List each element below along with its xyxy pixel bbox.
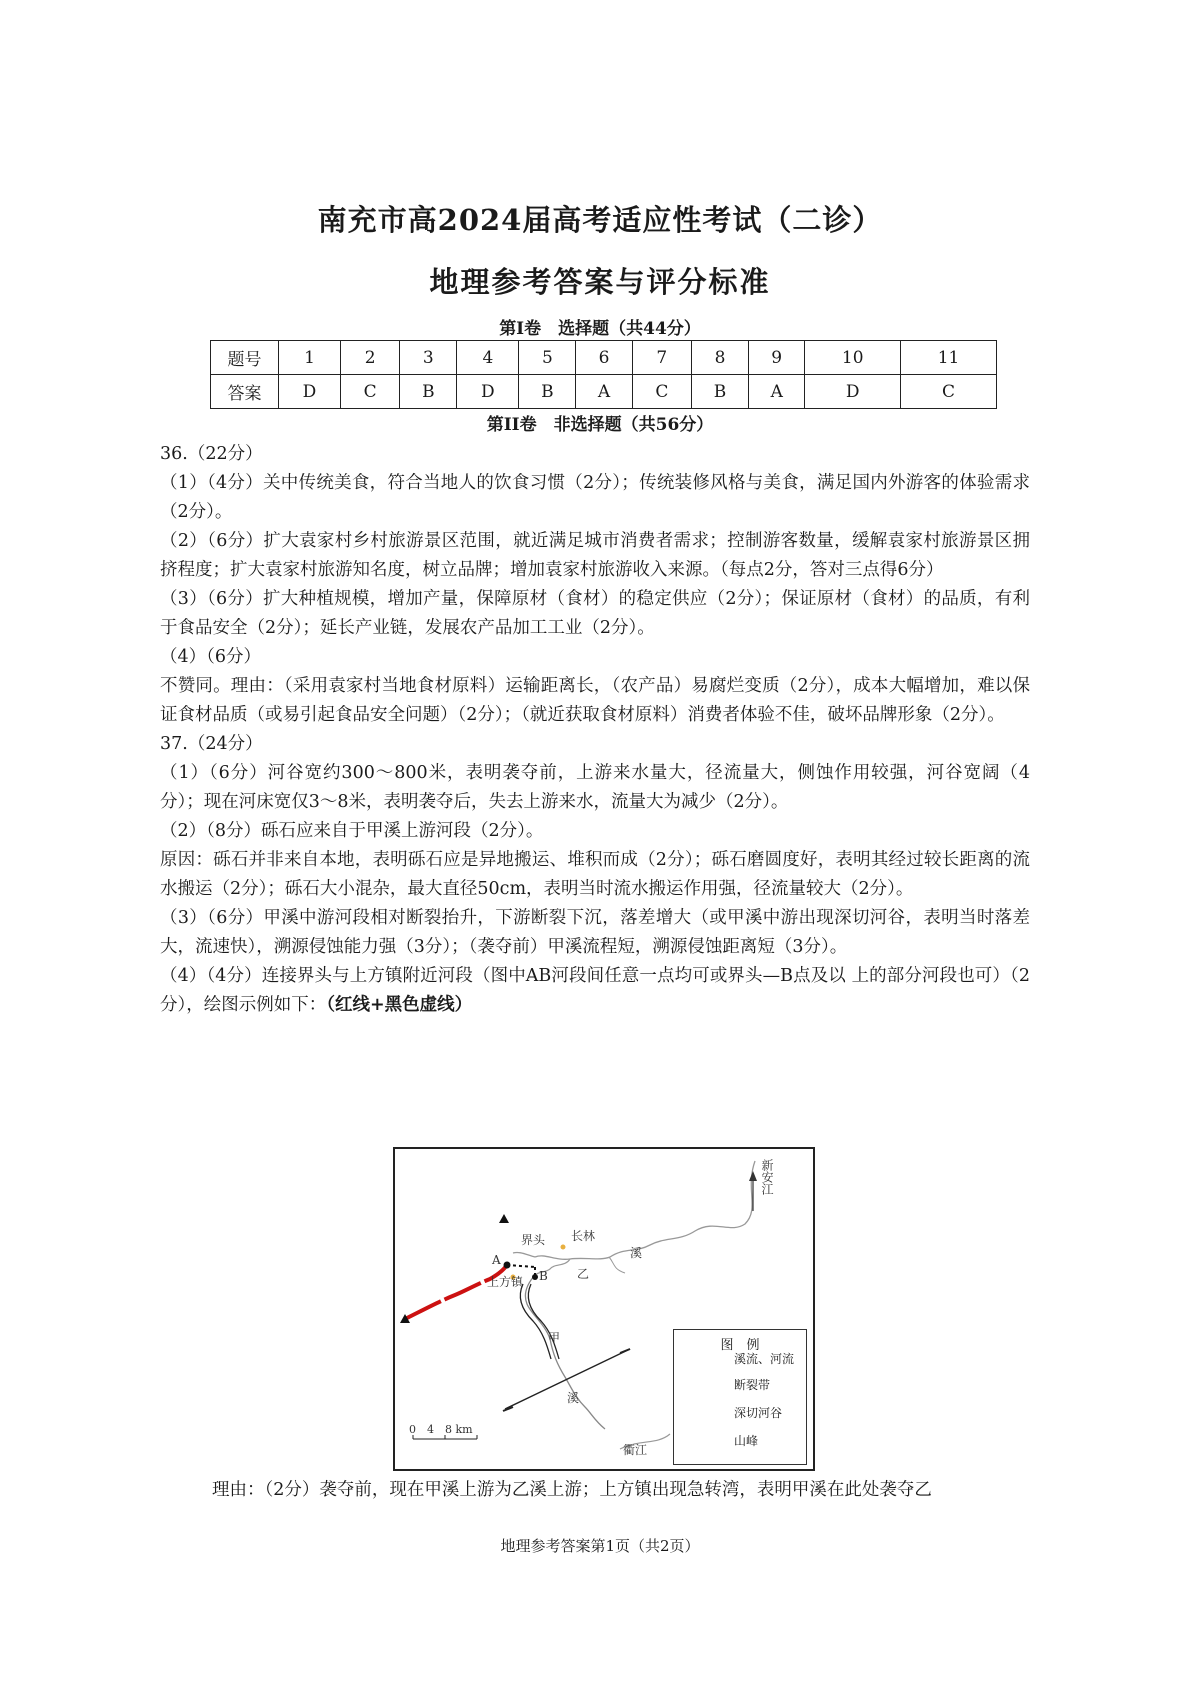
table-row-label: 答案 [211,375,279,409]
table-row-label: 题号 [211,341,279,375]
table-cell: 2 [340,341,399,375]
table-cell: 1 [279,341,341,375]
q36-answer-4: （4）（6分） [160,647,262,667]
table-cell: C [340,375,399,409]
answer-table [210,340,997,409]
q37-answer-4 [160,962,1030,1020]
q37-answer-4-text: （4）（4分）连接界头与上方镇附近河段（图中AB河段间任意一点均可或界头—B点及以 上的部分河段也可）（2分），绘图示例如下： [160,966,1030,1015]
legend-valley: 深切河谷 [734,1406,783,1420]
table-cell: A [576,375,632,409]
table-cell: 9 [749,341,805,375]
table-cell: B [691,375,748,409]
label-qujiang: 衢江 [623,1443,648,1457]
table-cell: B [400,375,457,409]
table-cell: D [805,375,901,409]
label-xi-1: 溪 [630,1246,643,1260]
table-cell: A [749,375,805,409]
table-cell: D [279,375,341,409]
table-cell: B [519,375,576,409]
part2-heading: 第II卷 非选择题（共56分） [486,415,714,435]
q37-answer-4-reason: 理由：（2分）袭夺前，现在甲溪上游为乙溪上游；上方镇出现急转湾，表明甲溪在此处袭夺乙 [212,1480,932,1500]
q37-answer-2: （2）（8分）砾石应来自于甲溪上游河段（2分）。 [160,821,544,841]
label-yi: 乙 [577,1267,590,1281]
label-shangfang: 上方镇 [487,1275,524,1289]
scale-label: 0 4 8 km [409,1423,473,1436]
label-xi-2: 溪 [567,1391,580,1405]
label-changlin: 长林 [571,1229,596,1243]
q37-answer-2-reason: 原因：砾石并非来自本地，表明砾石应是异地搬运、堆积而成（2分）；砾石磨圆度好，表明其经过较长距离的流水搬运（2分）；砾石大小混杂，最大直径50cm，表明当时流水搬运作用强，径流量较大（2分）。 [160,850,1030,899]
map-legend [673,1329,807,1465]
q37-answer-4-note: （红线+黑色虚线） [326,995,473,1015]
table-cell: 11 [901,341,997,375]
table-cell: 4 [457,341,519,375]
table-cell: 10 [805,341,901,375]
xinanjiang-river [535,1161,755,1259]
q37-answer-3: （3）（6分）甲溪中游河段相对断裂抬升，下游断裂下沉，落差增大（或甲溪中游出现深切河谷，表明当时落差大，流速快），溯源侵蚀能力强（3分）；（袭夺前）甲溪流程短，溯源侵蚀距离短（3分）。 [160,908,1030,957]
document-subtitle: 地理参考答案与评分标准 [429,265,771,299]
table-cell: C [901,375,997,409]
label-a: A [492,1253,501,1267]
table-row-numbers [211,341,997,375]
q37-heading: 37.（24分） [160,734,263,754]
legend-fault: 断裂带 [734,1378,771,1392]
q36-answer-2: （2）（6分）扩大袁家村乡村旅游景区范围，就近满足城市消费者需求；控制游客数量，缓解袁家村旅游景区拥挤程度；扩大袁家村旅游知名度，树立品牌；增加袁家村旅游收入来源。（每点2分，答对三点得6分） [160,531,1030,580]
label-jietou: 界头 [521,1233,546,1247]
label-jia: 甲 [548,1331,561,1345]
label-xinanjiang: 新安江 [760,1159,774,1195]
q36-answer-1: （1）（4分）关中传统美食，符合当地人的饮食习惯（2分）；传统装修风格与美食，满足国内外游客的体验需求（2分）。 [160,473,1030,522]
table-cell: 6 [576,341,632,375]
table-cell: 5 [519,341,576,375]
legend-river: 溪流、河流 [734,1352,795,1366]
river-capture-map [393,1147,815,1471]
legend-title: 图 例 [720,1338,760,1353]
table-cell: D [457,375,519,409]
peak-icon [499,1214,509,1223]
document-title: 南充市高2024届高考适应性考试（二诊） [317,203,883,237]
table-cell: C [632,375,691,409]
table-cell: 7 [632,341,691,375]
table-cell: 3 [400,341,457,375]
q36-answer-3: （3）（6分）扩大种植规模，增加产量，保障原材（食材）的稳定供应（2分）；保证原材（食材）的品质，有利于食品安全（2分）；延长产业链，发展农产品加工工业（2分）。 [160,589,1030,638]
table-cell: 8 [691,341,748,375]
legend-peak: 山峰 [734,1434,759,1448]
table-row-answers [211,375,997,409]
jia-creek [525,1275,605,1429]
part1-heading: 第I卷 选择题（共44分） [499,319,701,339]
label-b: B [539,1269,548,1283]
q37-answer-1: （1）（6分）河谷宽约300～800米，表明袭夺前，上游来水量大，径流量大，侧蚀作用较强，河谷宽阔（4分）；现在河床宽仅3～8米，表明袭夺后，失去上游来水，流量大为减少（2分）。 [160,763,1030,812]
page-footer: 地理参考答案第1页（共2页） [500,1537,700,1555]
q36-heading: 36.（22分） [160,444,263,464]
q36-answer-4-text: 不赞同。理由：（采用袁家村当地食材原料）运输距离长，（农产品）易腐烂变质（2分），成本大幅增加，难以保证食材品质（或易引起食品安全问题）（2分）；（就近获取食材原料）消费者体验不佳，破坏品牌形象（2分）。 [160,676,1030,725]
answer-body [160,440,1030,1020]
